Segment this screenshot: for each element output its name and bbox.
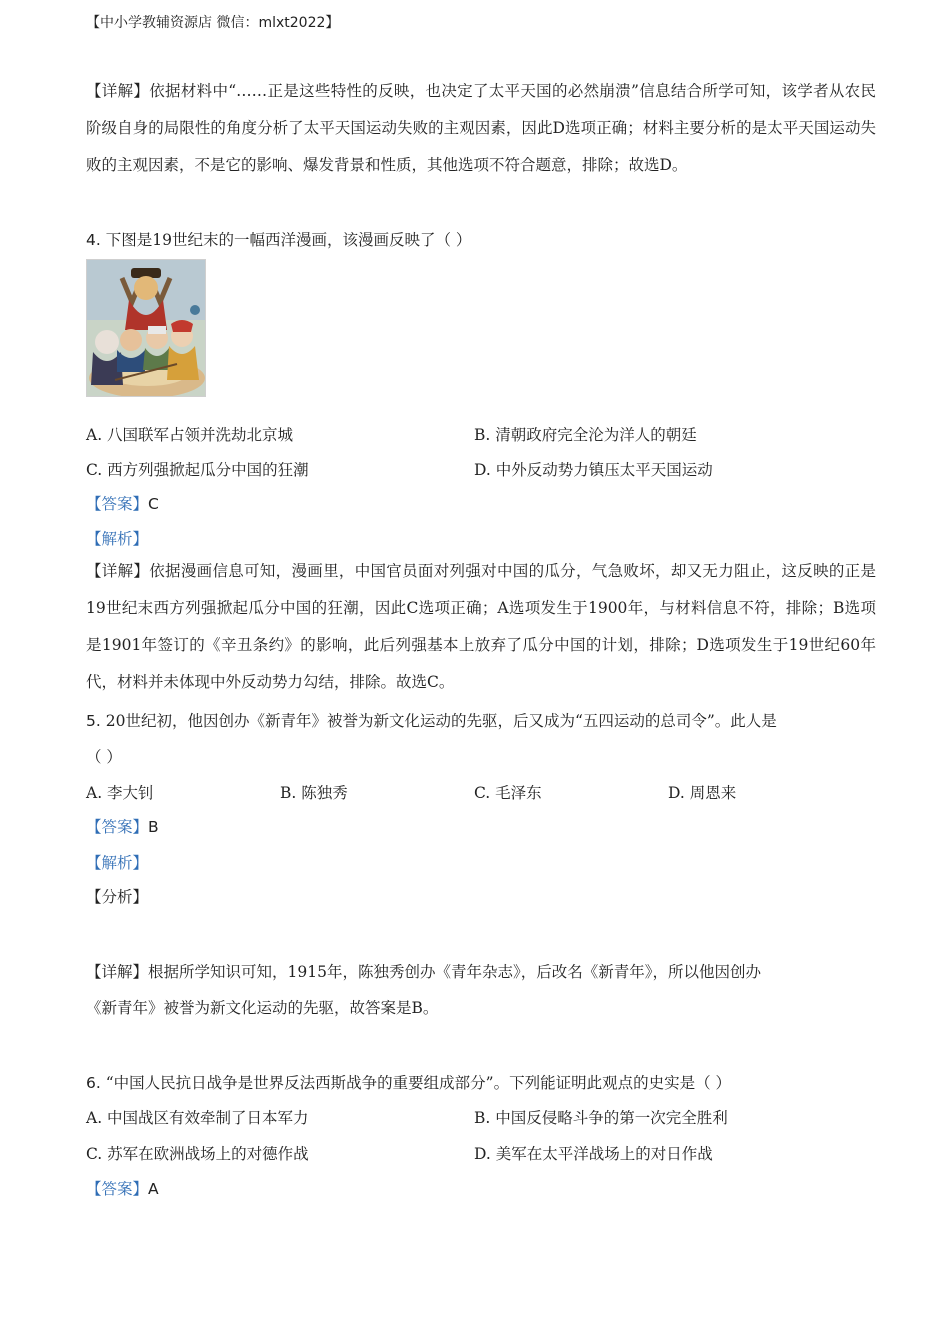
q6-answer [86,1177,159,1199]
q5-option-b: B. 陈独秀 [280,784,348,802]
q6-option-c: C. 苏军在欧洲战场上的对德作战 [86,1145,309,1163]
q5-detail-line1: 【详解】根据所学知识可知，1915年，陈独秀创办《青年杂志》，后改名《新青年》，所以他因创办 [86,963,761,981]
page-header: 【中小学教辅资源店 微信：mlxt2022】 [86,15,340,31]
q4-option-c: C. 西方列强掀起瓜分中国的狂潮 [86,461,309,479]
q4-answer-value: C [148,495,159,513]
q5-number: 5. [86,712,101,730]
q4-analysis-label: 【解析】 [86,530,149,548]
q4-answer-label: 【答案】 [86,495,149,513]
q6-number: 6. [86,1074,101,1092]
q4-option-d: D. 中外反动势力镇压太平天国运动 [474,461,713,479]
q5-answer [86,815,159,837]
q4-stem-text: 下图是19世纪末的一幅西洋漫画，该漫画反映了（ ） [105,231,472,249]
q5-option-a: A. 李大钊 [86,784,154,802]
q5-analysis-label: 【解析】 [86,854,149,872]
q5-stem-paren: （ ） [86,748,122,766]
q3-detail: 【详解】依据材料中“……正是这些特性的反映，也决定了太平天国的必然崩溃”信息结合所学可知，该学者从农民阶级自身的局限性的角度分析了太平天国运动失败的主观因素，因此D选项正确；材料主要分析的是太平天国运动失败的主观因素，不是它的影响、爆发背景和性质，其他选项不符合题意，排除；故选D。 [86,82,876,174]
q5-stem-text: 20世纪初，他因创办《新青年》被誉为新文化运动的先驱，后又成为“五四运动的总司令”。此人是 [105,712,777,730]
q5-fenxi-label: 【分析】 [86,888,149,906]
q6-option-a: A. 中国战区有效牵制了日本军力 [86,1109,309,1127]
q4-option-a: A. 八国联军占领并洗劫北京城 [86,426,294,444]
q4-option-b: B. 清朝政府完全沦为洋人的朝廷 [474,426,697,444]
cartoon-illustration [87,260,205,396]
q6-option-d: D. 美军在太平洋战场上的对日作战 [474,1145,713,1163]
q5-stem [86,709,777,731]
q4-number: 4. [86,231,101,249]
q6-answer-value: A [148,1180,159,1198]
q5-answer-value: B [148,818,159,836]
q5-detail-line2: 《新青年》被誉为新文化运动的先驱，故答案是B。 [86,999,439,1017]
q5-option-c: C. 毛泽东 [474,784,542,802]
q6-stem [86,1071,731,1093]
q6-stem-text: “中国人民抗日战争是世界反法西斯战争的重要组成部分”。下列能证明此观点的史实是（ ） [105,1074,732,1092]
q6-answer-label: 【答案】 [86,1180,149,1198]
q4-stem [86,228,471,250]
q5-option-d: D. 周恩来 [668,784,737,802]
q4-detail: 【详解】依据漫画信息可知，漫画里，中国官员面对列强对中国的瓜分，气急败坏，却又无力阻止，这反映的正是19世纪末西方列强掀起瓜分中国的狂潮，因此C选项正确；A选项发生于1900年，与材料信息不符，排除；B选项是1901年签订的《辛丑条约》的影响，此后列强基本上放弃了瓜分中国的计划，排除；D选项发生于19世纪60年代，材料并未体现中外反动势力勾结，排除。故选C。 [86,562,876,691]
q6-option-b: B. 中国反侵略斗争的第一次完全胜利 [474,1109,728,1127]
q5-answer-label: 【答案】 [86,818,149,836]
q4-cartoon-image [86,259,206,397]
q4-answer [86,492,159,514]
